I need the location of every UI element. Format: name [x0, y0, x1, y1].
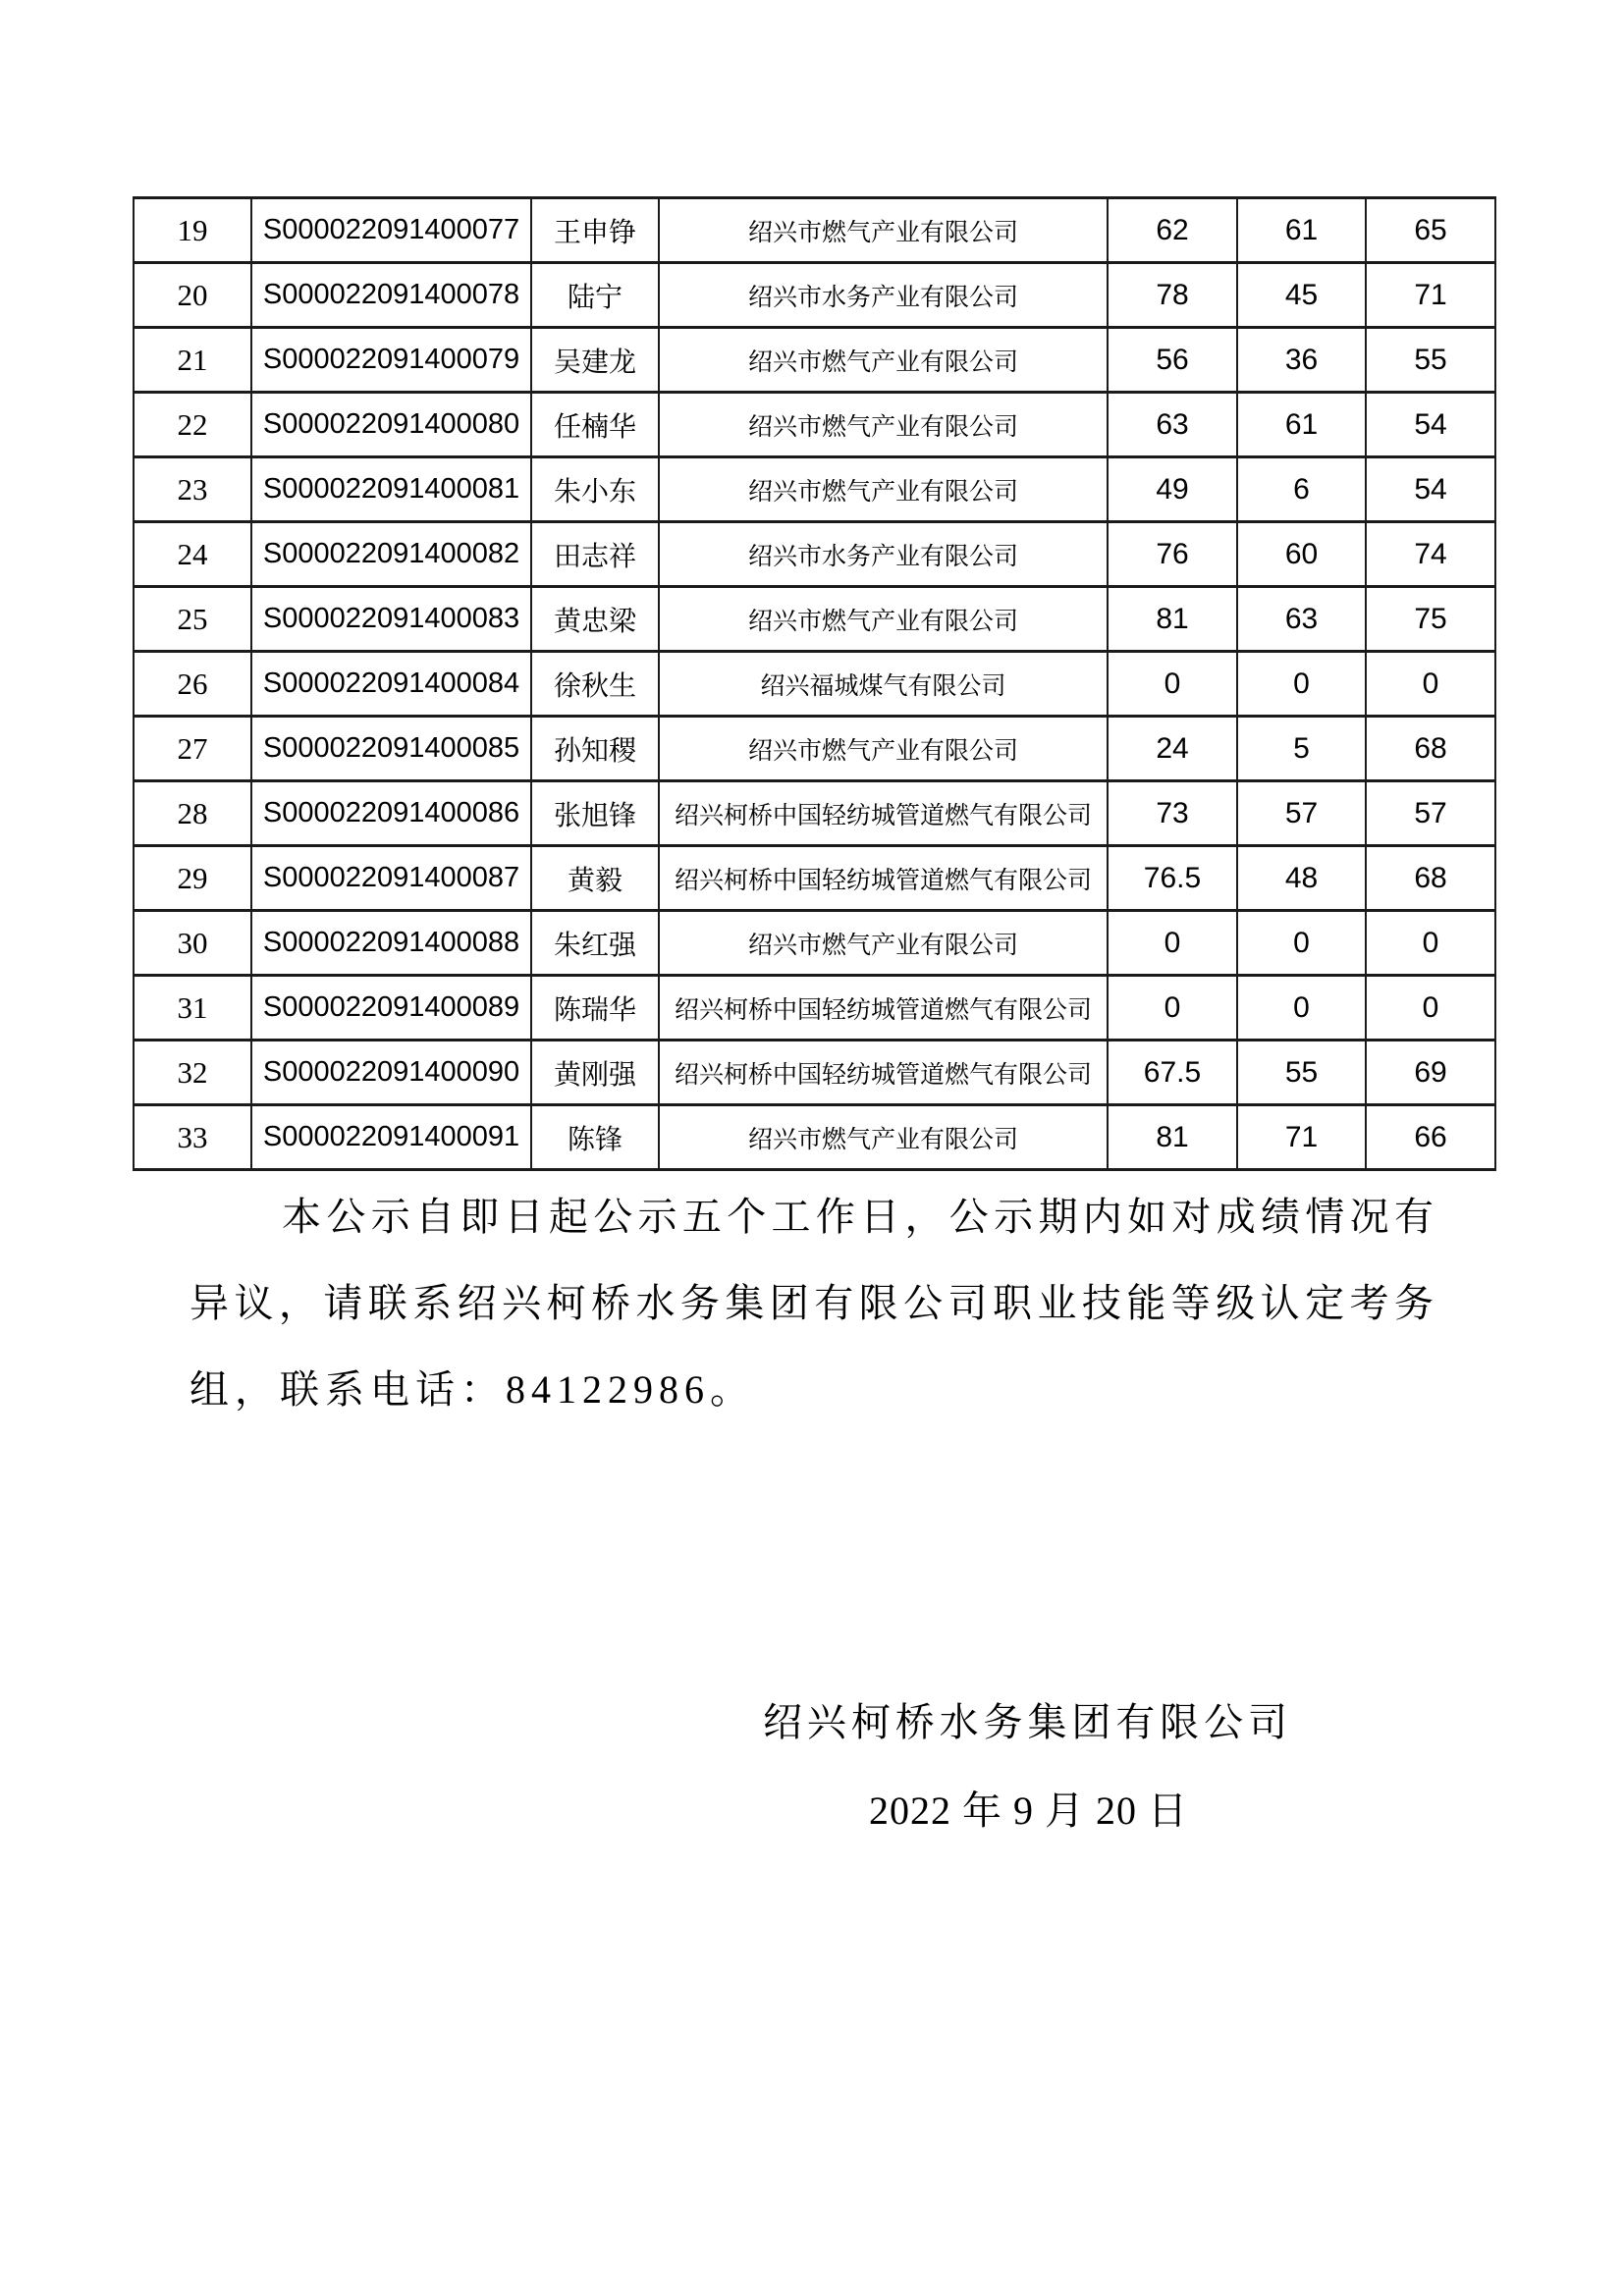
company-cell: 绍兴市水务产业有限公司 [659, 263, 1108, 328]
score2-cell: 48 [1237, 846, 1366, 911]
candidate-id-cell: S000022091400079 [251, 328, 531, 393]
score2-cell: 45 [1237, 263, 1366, 328]
score2-cell: 36 [1237, 328, 1366, 393]
table-row [134, 328, 1495, 393]
rank-cell: 31 [134, 976, 251, 1041]
candidate-name-cell: 田志祥 [531, 522, 659, 587]
table-row [134, 587, 1495, 652]
candidate-id-cell: S000022091400080 [251, 393, 531, 457]
candidate-name-cell: 王申铮 [531, 198, 659, 263]
candidate-id-cell: S000022091400077 [251, 198, 531, 263]
score1-cell: 81 [1108, 587, 1237, 652]
table-row [134, 652, 1495, 717]
score3-cell: 75 [1366, 587, 1495, 652]
company-cell: 绍兴柯桥中国轻纺城管道燃气有限公司 [659, 1041, 1108, 1105]
table-row [134, 263, 1495, 328]
score2-cell: 6 [1237, 457, 1366, 522]
score3-cell: 0 [1366, 911, 1495, 976]
rank-cell: 22 [134, 393, 251, 457]
table-row [134, 1041, 1495, 1105]
score3-cell: 55 [1366, 328, 1495, 393]
candidate-name-cell: 陈瑞华 [531, 976, 659, 1041]
score3-cell: 74 [1366, 522, 1495, 587]
candidate-id-cell: S000022091400087 [251, 846, 531, 911]
rank-cell: 33 [134, 1105, 251, 1170]
rank-cell: 24 [134, 522, 251, 587]
rank-cell: 20 [134, 263, 251, 328]
company-cell: 绍兴柯桥中国轻纺城管道燃气有限公司 [659, 846, 1108, 911]
signature-date: 2022 年 9 月 20 日 [869, 1789, 1188, 1833]
candidate-name-cell: 朱小东 [531, 457, 659, 522]
results-table [133, 196, 1496, 1171]
candidate-id-cell: S000022091400084 [251, 652, 531, 717]
score1-cell: 73 [1108, 781, 1237, 846]
score2-cell: 0 [1237, 652, 1366, 717]
company-cell: 绍兴福城煤气有限公司 [659, 652, 1108, 717]
rank-cell: 25 [134, 587, 251, 652]
candidate-id-cell: S000022091400083 [251, 587, 531, 652]
score2-cell: 61 [1237, 393, 1366, 457]
table-row [134, 393, 1495, 457]
candidate-id-cell: S000022091400088 [251, 911, 531, 976]
table-row [134, 457, 1495, 522]
candidate-name-cell: 黄毅 [531, 846, 659, 911]
candidate-name-cell: 黄刚强 [531, 1041, 659, 1105]
score1-cell: 63 [1108, 393, 1237, 457]
candidate-name-cell: 孙知稷 [531, 717, 659, 781]
score3-cell: 54 [1366, 457, 1495, 522]
table-row [134, 976, 1495, 1041]
score1-cell: 0 [1108, 976, 1237, 1041]
rank-cell: 32 [134, 1041, 251, 1105]
score3-cell: 57 [1366, 781, 1495, 846]
notice-paragraph [189, 1174, 1434, 1433]
candidate-name-cell: 徐秋生 [531, 652, 659, 717]
score3-cell: 69 [1366, 1041, 1495, 1105]
candidate-name-cell: 黄忠梁 [531, 587, 659, 652]
candidate-id-cell: S000022091400086 [251, 781, 531, 846]
score2-cell: 0 [1237, 911, 1366, 976]
score3-cell: 54 [1366, 393, 1495, 457]
rank-cell: 27 [134, 717, 251, 781]
candidate-id-cell: S000022091400090 [251, 1041, 531, 1105]
candidate-id-cell: S000022091400081 [251, 457, 531, 522]
score1-cell: 62 [1108, 198, 1237, 263]
company-cell: 绍兴市水务产业有限公司 [659, 522, 1108, 587]
table-row [134, 781, 1495, 846]
score3-cell: 71 [1366, 263, 1495, 328]
company-cell: 绍兴市燃气产业有限公司 [659, 198, 1108, 263]
score3-cell: 65 [1366, 198, 1495, 263]
rank-cell: 28 [134, 781, 251, 846]
score2-cell: 60 [1237, 522, 1366, 587]
notice-line-2: 异议，请联系绍兴柯桥水务集团有限公司职业技能等级认定考务 [189, 1281, 1434, 1325]
candidate-id-cell: S000022091400089 [251, 976, 531, 1041]
rank-cell: 23 [134, 457, 251, 522]
candidate-name-cell: 陈锋 [531, 1105, 659, 1170]
table-row [134, 522, 1495, 587]
score1-cell: 78 [1108, 263, 1237, 328]
score2-cell: 63 [1237, 587, 1366, 652]
score3-cell: 0 [1366, 976, 1495, 1041]
company-cell: 绍兴市燃气产业有限公司 [659, 911, 1108, 976]
notice-line-1: 本公示自即日起公示五个工作日，公示期内如对成绩情况有 [282, 1195, 1434, 1239]
score1-cell: 0 [1108, 652, 1237, 717]
score1-cell: 81 [1108, 1105, 1237, 1170]
candidate-name-cell: 陆宁 [531, 263, 659, 328]
score2-cell: 0 [1237, 976, 1366, 1041]
score2-cell: 71 [1237, 1105, 1366, 1170]
rank-cell: 19 [134, 198, 251, 263]
candidate-id-cell: S000022091400078 [251, 263, 531, 328]
score3-cell: 0 [1366, 652, 1495, 717]
rank-cell: 29 [134, 846, 251, 911]
score2-cell: 55 [1237, 1041, 1366, 1105]
signature-company: 绍兴柯桥水务集团有限公司 [763, 1700, 1287, 1744]
score1-cell: 56 [1108, 328, 1237, 393]
table-row [134, 717, 1495, 781]
table-row [134, 846, 1495, 911]
score1-cell: 76.5 [1108, 846, 1237, 911]
company-cell: 绍兴市燃气产业有限公司 [659, 393, 1108, 457]
company-cell: 绍兴柯桥中国轻纺城管道燃气有限公司 [659, 976, 1108, 1041]
score1-cell: 49 [1108, 457, 1237, 522]
rank-cell: 30 [134, 911, 251, 976]
candidate-name-cell: 任楠华 [531, 393, 659, 457]
table-row [134, 1105, 1495, 1170]
company-cell: 绍兴市燃气产业有限公司 [659, 717, 1108, 781]
company-cell: 绍兴柯桥中国轻纺城管道燃气有限公司 [659, 781, 1108, 846]
score3-cell: 68 [1366, 846, 1495, 911]
candidate-name-cell: 吴建龙 [531, 328, 659, 393]
rank-cell: 21 [134, 328, 251, 393]
rank-cell: 26 [134, 652, 251, 717]
score3-cell: 66 [1366, 1105, 1495, 1170]
score1-cell: 0 [1108, 911, 1237, 976]
company-cell: 绍兴市燃气产业有限公司 [659, 587, 1108, 652]
candidate-id-cell: S000022091400082 [251, 522, 531, 587]
score2-cell: 5 [1237, 717, 1366, 781]
table-row [134, 198, 1495, 263]
notice-line-3: 组，联系电话：84122986。 [189, 1367, 755, 1412]
company-cell: 绍兴市燃气产业有限公司 [659, 1105, 1108, 1170]
company-cell: 绍兴市燃气产业有限公司 [659, 328, 1108, 393]
score1-cell: 67.5 [1108, 1041, 1237, 1105]
candidate-name-cell: 朱红强 [531, 911, 659, 976]
score2-cell: 61 [1237, 198, 1366, 263]
score2-cell: 57 [1237, 781, 1366, 846]
score1-cell: 24 [1108, 717, 1237, 781]
company-cell: 绍兴市燃气产业有限公司 [659, 457, 1108, 522]
candidate-id-cell: S000022091400091 [251, 1105, 531, 1170]
candidate-name-cell: 张旭锋 [531, 781, 659, 846]
candidate-id-cell: S000022091400085 [251, 717, 531, 781]
table-row [134, 911, 1495, 976]
score3-cell: 68 [1366, 717, 1495, 781]
results-table-body [134, 198, 1495, 1170]
score1-cell: 76 [1108, 522, 1237, 587]
